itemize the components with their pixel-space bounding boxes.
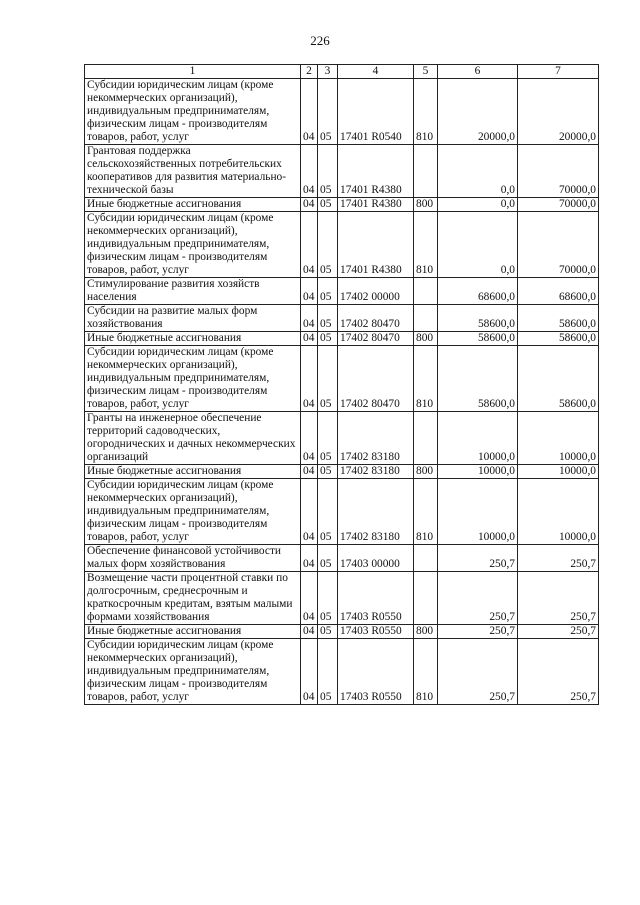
subsection-code-cell: 05: [318, 479, 338, 545]
section-code-cell: 04: [301, 412, 318, 465]
target-article-cell: 17401 R4380: [338, 212, 414, 278]
row-name-cell: Обеспечение финансовой устойчивости малых форм хозяйствования: [85, 545, 301, 572]
expense-type-cell: 810: [414, 639, 438, 705]
section-code-cell: 04: [301, 145, 318, 198]
expense-type-cell: 800: [414, 332, 438, 346]
section-code-cell: 04: [301, 278, 318, 305]
amount-2-cell: 58600,0: [518, 332, 599, 346]
expense-type-cell: 810: [414, 346, 438, 412]
table-row: [85, 332, 599, 346]
amount-1-cell: 0,0: [438, 145, 518, 198]
amount-2-cell: 250,7: [518, 545, 599, 572]
amount-2-cell: 20000,0: [518, 79, 599, 145]
table-row: [85, 639, 599, 705]
subsection-code-cell: 05: [318, 212, 338, 278]
amount-2-cell: 250,7: [518, 572, 599, 625]
expense-type-cell: [414, 145, 438, 198]
target-article-cell: 17403 R0550: [338, 572, 414, 625]
table-row: [85, 305, 599, 332]
amount-1-cell: 58600,0: [438, 332, 518, 346]
row-name-cell: Субсидии на развитие малых форм хозяйствования: [85, 305, 301, 332]
section-code-cell: 04: [301, 198, 318, 212]
table-row: [85, 346, 599, 412]
amount-1-cell: 0,0: [438, 212, 518, 278]
amount-1-cell: 250,7: [438, 572, 518, 625]
expense-type-cell: [414, 278, 438, 305]
table-row: [85, 625, 599, 639]
expense-type-cell: [414, 545, 438, 572]
column-header: 5: [414, 65, 438, 79]
amount-1-cell: 10000,0: [438, 465, 518, 479]
target-article-cell: 17402 80470: [338, 346, 414, 412]
table-row: [85, 79, 599, 145]
table-header-row: [85, 65, 599, 79]
expense-type-cell: [414, 412, 438, 465]
page-number: 226: [310, 33, 330, 48]
section-code-cell: 04: [301, 625, 318, 639]
expense-type-cell: 800: [414, 625, 438, 639]
expense-type-cell: 800: [414, 465, 438, 479]
column-header: 3: [318, 65, 338, 79]
target-article-cell: 17402 00000: [338, 278, 414, 305]
amount-2-cell: 70000,0: [518, 212, 599, 278]
subsection-code-cell: 05: [318, 79, 338, 145]
row-name-cell: Субсидии юридическим лицам (кроме некоммерческих организаций), индивидуальным предпринимателям, физическим лицам - производителям товаров, работ, услуг: [85, 639, 301, 705]
table-row: [85, 212, 599, 278]
amount-2-cell: 250,7: [518, 625, 599, 639]
amount-2-cell: 10000,0: [518, 465, 599, 479]
section-code-cell: 04: [301, 79, 318, 145]
expense-type-cell: 810: [414, 79, 438, 145]
table-row: [85, 572, 599, 625]
amount-1-cell: 250,7: [438, 625, 518, 639]
subsection-code-cell: 05: [318, 198, 338, 212]
table-row: [85, 198, 599, 212]
row-name-cell: Субсидии юридическим лицам (кроме некоммерческих организаций), индивидуальным предпринимателям, физическим лицам - производителям товаров, работ, услуг: [85, 479, 301, 545]
target-article-cell: 17403 R0550: [338, 625, 414, 639]
amount-2-cell: 70000,0: [518, 198, 599, 212]
table-row: [85, 465, 599, 479]
row-name-cell: Возмещение части процентной ставки по долгосрочным, среднесрочным и краткосрочным кредитам, взятым малыми формами хозяйствования: [85, 572, 301, 625]
subsection-code-cell: 05: [318, 346, 338, 412]
section-code-cell: 04: [301, 332, 318, 346]
row-name-cell: Грантовая поддержка сельскохозяйственных потребительских кооперативов для развития материально-технической базы: [85, 145, 301, 198]
amount-2-cell: 250,7: [518, 639, 599, 705]
section-code-cell: 04: [301, 545, 318, 572]
target-article-cell: 17403 00000: [338, 545, 414, 572]
expense-type-cell: [414, 572, 438, 625]
target-article-cell: 17401 R0540: [338, 79, 414, 145]
row-name-cell: Иные бюджетные ассигнования: [85, 332, 301, 346]
amount-2-cell: 70000,0: [518, 145, 599, 198]
amount-2-cell: 10000,0: [518, 412, 599, 465]
column-header: 7: [518, 65, 599, 79]
section-code-cell: 04: [301, 465, 318, 479]
subsection-code-cell: 05: [318, 278, 338, 305]
expense-type-cell: 810: [414, 479, 438, 545]
target-article-cell: 17402 83180: [338, 479, 414, 545]
target-article-cell: 17402 80470: [338, 332, 414, 346]
row-name-cell: Стимулирование развития хозяйств населения: [85, 278, 301, 305]
amount-1-cell: 68600,0: [438, 278, 518, 305]
subsection-code-cell: 05: [318, 625, 338, 639]
row-name-cell: Субсидии юридическим лицам (кроме некоммерческих организаций), индивидуальным предпринимателям, физическим лицам - производителям товаров, работ, услуг: [85, 79, 301, 145]
amount-1-cell: 0,0: [438, 198, 518, 212]
target-article-cell: 17402 83180: [338, 412, 414, 465]
subsection-code-cell: 05: [318, 465, 338, 479]
row-name-cell: Субсидии юридическим лицам (кроме некоммерческих организаций), индивидуальным предпринимателям, физическим лицам - производителям товаров, работ, услуг: [85, 212, 301, 278]
subsection-code-cell: 05: [318, 545, 338, 572]
table-row: [85, 545, 599, 572]
expense-type-cell: 800: [414, 198, 438, 212]
target-article-cell: 17401 R4380: [338, 198, 414, 212]
section-code-cell: 04: [301, 346, 318, 412]
target-article-cell: 17401 R4380: [338, 145, 414, 198]
amount-1-cell: 58600,0: [438, 305, 518, 332]
table-body: [85, 65, 599, 705]
section-code-cell: 04: [301, 212, 318, 278]
amount-1-cell: 250,7: [438, 639, 518, 705]
section-code-cell: 04: [301, 639, 318, 705]
budget-table: [84, 64, 599, 705]
amount-1-cell: 10000,0: [438, 479, 518, 545]
subsection-code-cell: 05: [318, 305, 338, 332]
subsection-code-cell: 05: [318, 145, 338, 198]
table-row: [85, 412, 599, 465]
amount-1-cell: 250,7: [438, 545, 518, 572]
target-article-cell: 17402 83180: [338, 465, 414, 479]
row-name-cell: Иные бюджетные ассигнования: [85, 198, 301, 212]
subsection-code-cell: 05: [318, 572, 338, 625]
row-name-cell: Иные бюджетные ассигнования: [85, 625, 301, 639]
expense-type-cell: 810: [414, 212, 438, 278]
subsection-code-cell: 05: [318, 412, 338, 465]
amount-2-cell: 68600,0: [518, 278, 599, 305]
column-header: 6: [438, 65, 518, 79]
target-article-cell: 17403 R0550: [338, 639, 414, 705]
amount-2-cell: 58600,0: [518, 346, 599, 412]
subsection-code-cell: 05: [318, 332, 338, 346]
table-row: [85, 479, 599, 545]
section-code-cell: 04: [301, 572, 318, 625]
row-name-cell: Гранты на инженерное обеспечение территорий садоводческих, огороднических и дачных некоммерческих организаций: [85, 412, 301, 465]
row-name-cell: Субсидии юридическим лицам (кроме некоммерческих организаций), индивидуальным предпринимателям, физическим лицам - производителям товаров, работ, услуг: [85, 346, 301, 412]
expense-type-cell: [414, 305, 438, 332]
amount-1-cell: 58600,0: [438, 346, 518, 412]
column-header: 2: [301, 65, 318, 79]
amount-2-cell: 58600,0: [518, 305, 599, 332]
amount-1-cell: 10000,0: [438, 412, 518, 465]
section-code-cell: 04: [301, 479, 318, 545]
subsection-code-cell: 05: [318, 639, 338, 705]
target-article-cell: 17402 80470: [338, 305, 414, 332]
section-code-cell: 04: [301, 305, 318, 332]
amount-1-cell: 20000,0: [438, 79, 518, 145]
column-header: 4: [338, 65, 414, 79]
amount-2-cell: 10000,0: [518, 479, 599, 545]
table-row: [85, 278, 599, 305]
row-name-cell: Иные бюджетные ассигнования: [85, 465, 301, 479]
table-row: [85, 145, 599, 198]
column-header: 1: [85, 65, 301, 79]
